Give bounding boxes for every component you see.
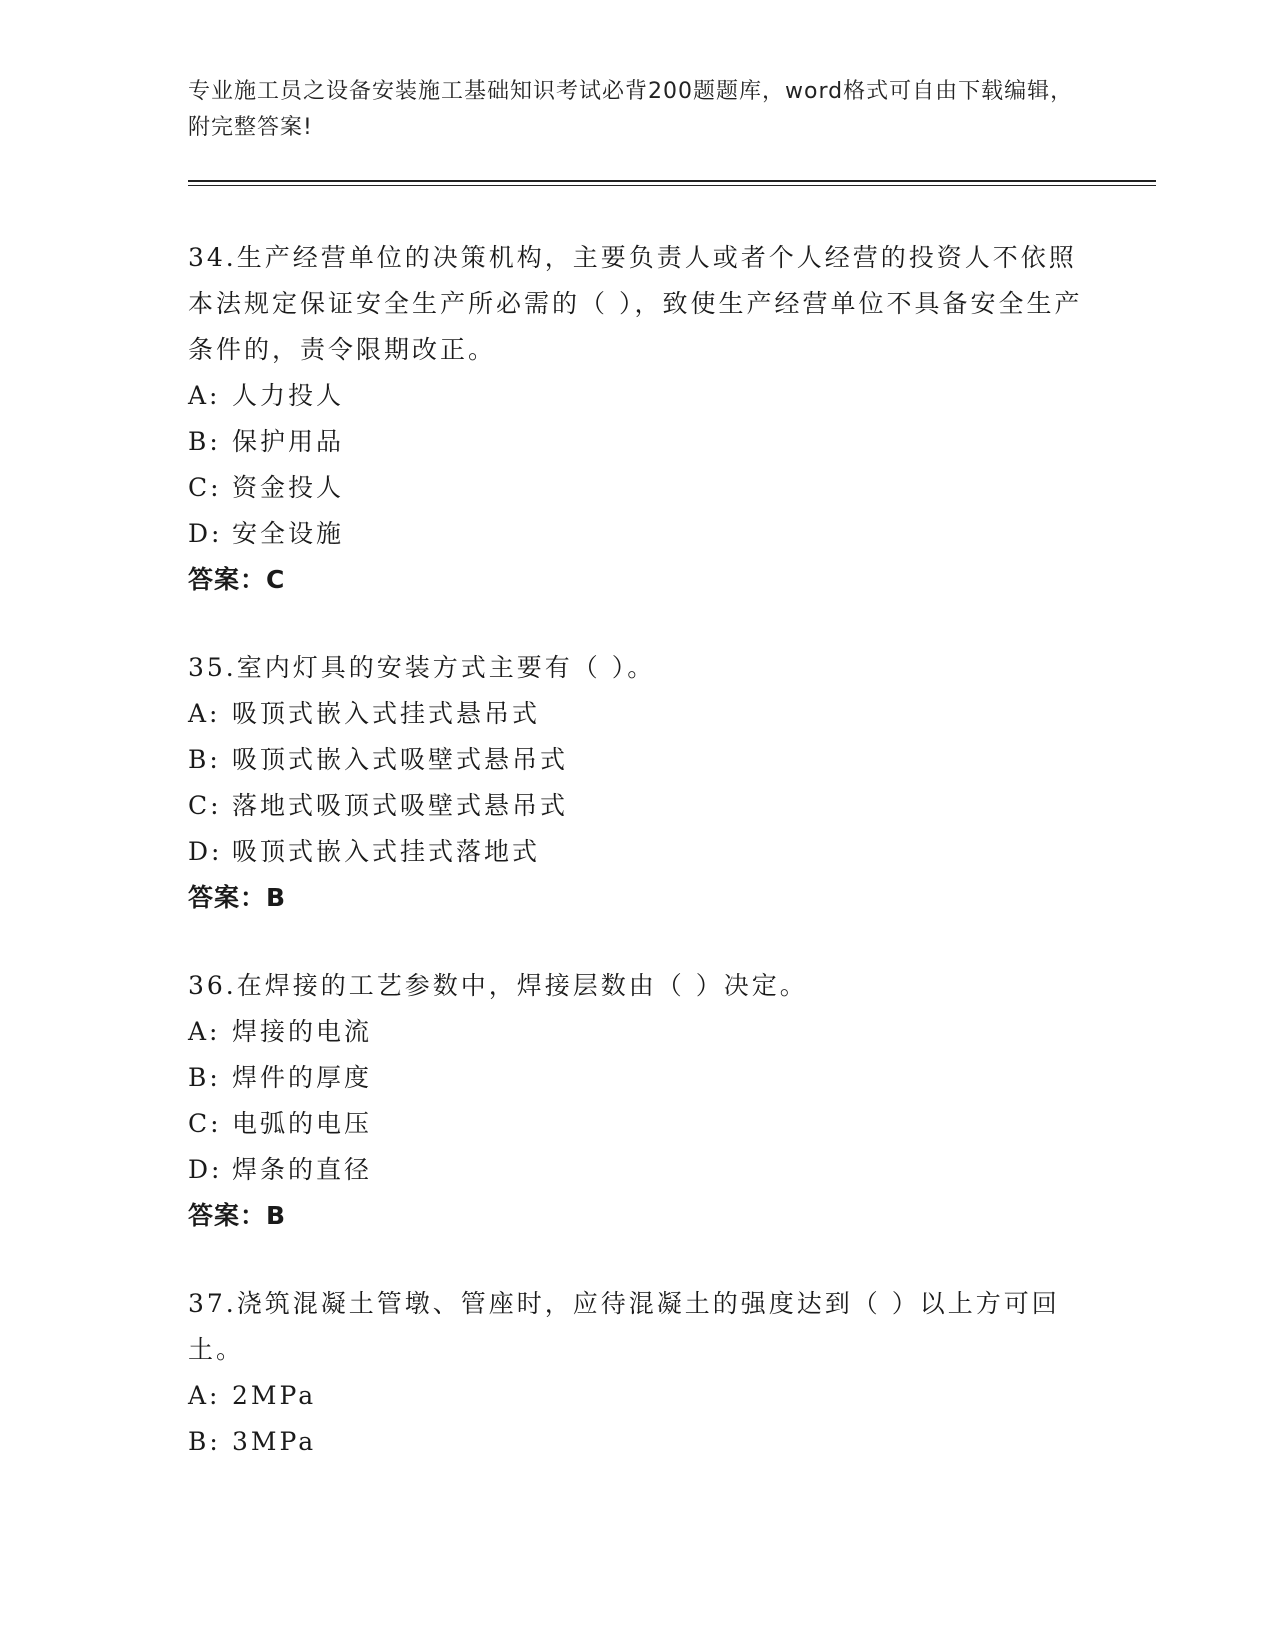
option-letter: B: (188, 745, 221, 774)
option-item (188, 829, 1088, 875)
option-text: 落地式吸顶式吸壁式悬吊式 (232, 791, 569, 820)
option-text: 焊接的电流 (232, 1017, 373, 1046)
answer-line: 答案：B (188, 1201, 287, 1230)
option-text: 电弧的电压 (232, 1109, 373, 1138)
option-item (188, 465, 1088, 511)
answer-line: 答案：B (188, 883, 287, 912)
option-item (188, 511, 1088, 557)
option-letter: D: (188, 837, 223, 866)
question-list (188, 235, 1088, 1507)
question-text: 37.浇筑混凝土管墩、管座时，应待混凝土的强度达到（ ）以上方可回土。 (188, 1289, 1060, 1364)
option-item (188, 419, 1088, 465)
question-item (188, 645, 1088, 921)
option-letter: B: (188, 1427, 221, 1456)
option-item (188, 1101, 1088, 1147)
question-text: 34.生产经营单位的决策机构，主要负责人或者个人经营的投资人不依照本法规定保证安全生产所必需的（ ），致使生产经营单位不具备安全生产条件的，责令限期改正。 (188, 243, 1083, 364)
answer-line: 答案：C (188, 565, 286, 594)
option-item (188, 737, 1088, 783)
option-item (188, 691, 1088, 737)
option-letter: B: (188, 1063, 221, 1092)
header-divider-thick (188, 180, 1156, 182)
option-letter: A: (188, 1017, 221, 1046)
option-text: 保护用品 (232, 427, 345, 456)
option-item (188, 373, 1088, 419)
option-text: 人力投人 (232, 381, 345, 410)
option-text: 吸顶式嵌入式挂式悬吊式 (232, 699, 541, 728)
header-divider-thin (188, 185, 1156, 186)
option-text: 2MPa (232, 1381, 317, 1410)
option-item (188, 783, 1088, 829)
option-text: 焊条的直径 (232, 1155, 373, 1184)
question-item (188, 235, 1088, 603)
document-header (188, 74, 1088, 146)
option-letter: A: (188, 381, 221, 410)
option-item (188, 1147, 1088, 1193)
option-letter: D: (188, 519, 223, 548)
option-item (188, 1009, 1088, 1055)
option-letter: C: (188, 473, 222, 502)
option-letter: A: (188, 699, 221, 728)
option-text: 3MPa (232, 1427, 317, 1456)
option-letter: C: (188, 1109, 222, 1138)
option-text: 资金投人 (232, 473, 345, 502)
option-item (188, 1055, 1088, 1101)
option-text: 吸顶式嵌入式挂式落地式 (232, 837, 541, 866)
option-letter: D: (188, 1155, 223, 1184)
option-letter: C: (188, 791, 222, 820)
option-letter: B: (188, 427, 221, 456)
option-letter: A: (188, 1381, 221, 1410)
option-text: 吸顶式嵌入式吸壁式悬吊式 (232, 745, 569, 774)
header-title: 专业施工员之设备安装施工基础知识考试必背200题题库，word格式可自由下载编辑，附完整答案! (188, 79, 1074, 140)
option-text: 焊件的厚度 (232, 1063, 373, 1092)
option-item (188, 1419, 1088, 1465)
question-item (188, 1281, 1088, 1465)
question-item (188, 963, 1088, 1239)
option-text: 安全设施 (232, 519, 345, 548)
option-item (188, 1373, 1088, 1419)
question-text: 36.在焊接的工艺参数中，焊接层数由（ ）决定。 (188, 971, 808, 1000)
question-text: 35.室内灯具的安装方式主要有（ ）。 (188, 653, 656, 682)
